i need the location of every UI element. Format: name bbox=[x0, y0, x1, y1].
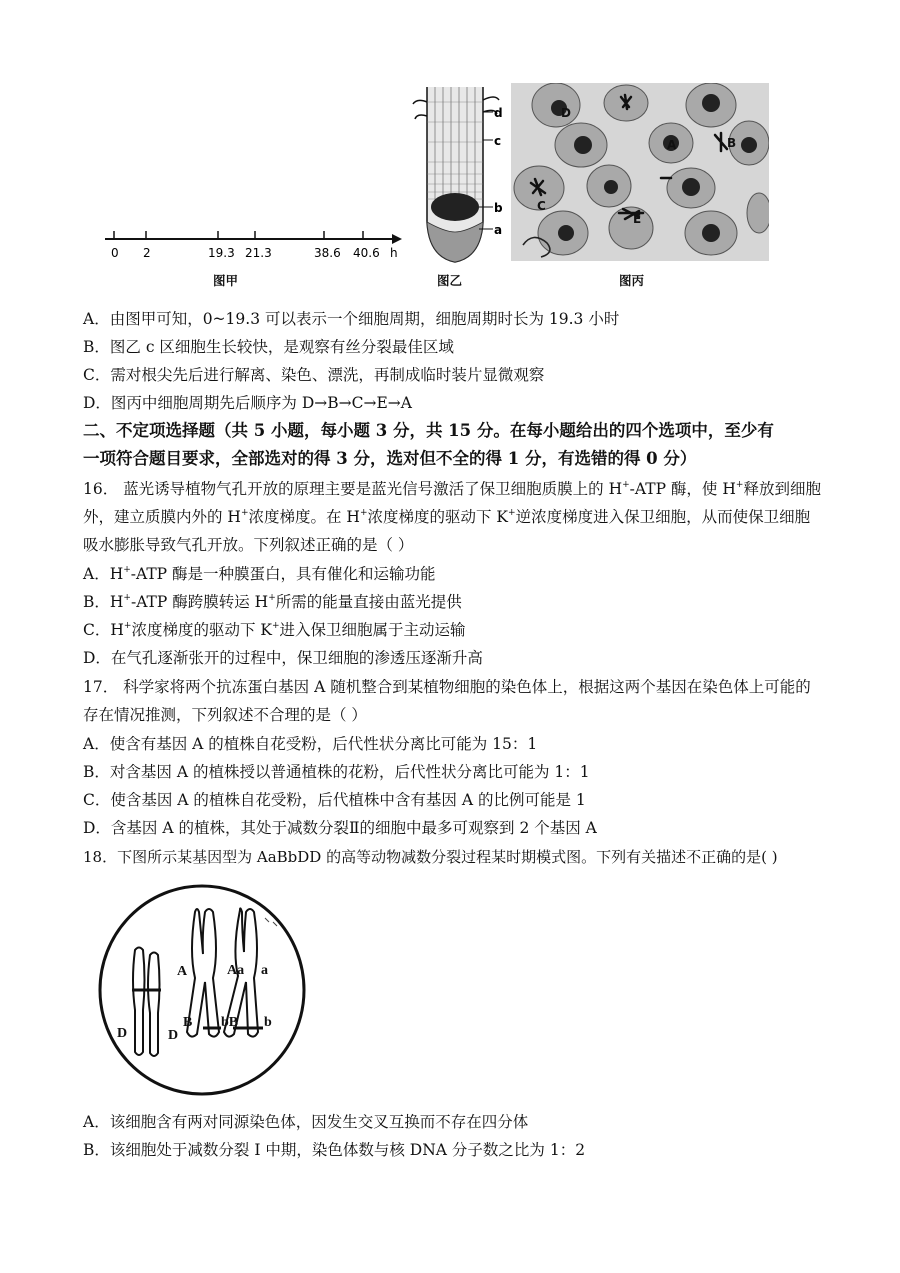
q16-stem-line3: 吸水膨胀导致气孔开放。下列叙述正确的是（ ） bbox=[83, 536, 414, 554]
cell-label: B bbox=[727, 136, 737, 150]
section2-heading-cont: 一项符合题目要求，全部选对的得 3 分，选对但不全的得 1 分，有选错的得 0 分） bbox=[83, 449, 697, 468]
gene-label: b bbox=[264, 1015, 272, 1030]
tick-label: 2 bbox=[143, 246, 151, 260]
gene-label: D bbox=[117, 1026, 128, 1041]
cell-label: A bbox=[667, 138, 677, 152]
gene-label: bB bbox=[221, 1015, 239, 1030]
q15-option-d: D．图丙中细胞周期先后顺序为 D→B→C→E→A bbox=[83, 394, 412, 412]
gene-label: a bbox=[261, 963, 268, 978]
figure-jia-caption: 图甲 bbox=[213, 273, 239, 288]
q17-option-b: B．对含基因 A 的植株授以普通植株的花粉，后代性状分离比可能为 1：1 bbox=[83, 763, 590, 781]
gene-label: A bbox=[177, 964, 188, 979]
gene-label: B bbox=[183, 1015, 193, 1030]
q16-option-c: C．H+浓度梯度的驱动下 K+进入保卫细胞属于主动运输 bbox=[83, 621, 466, 639]
figure-bing-caption: 图丙 bbox=[619, 273, 645, 288]
tick-label: 40.6 bbox=[353, 246, 380, 260]
q17-option-a: A．使含有基因 A 的植株自花受粉，后代性状分离比可能为 15：1 bbox=[83, 735, 538, 753]
figure-yi-root-tip bbox=[405, 82, 515, 267]
q18-stem: 18．下图所示某基因型为 AaBbDD 的高等动物减数分裂过程某时期模式图。下列有关描述不正确的是( ) bbox=[83, 848, 778, 866]
q16-stem-line2: 外，建立质膜内外的 H+浓度梯度。在 H+浓度梯度的驱动下 K+逆浓度梯度进入保卫细胞，从而使保卫细胞 bbox=[83, 508, 811, 526]
q17-stem-line2: 存在情况推测，下列叙述不合理的是（ ） bbox=[83, 706, 367, 724]
zone-label: d bbox=[494, 106, 503, 120]
tick-label: 38.6 bbox=[314, 246, 341, 260]
q15-option-a: A．由图甲可知，0~19.3 可以表示一个细胞周期，细胞周期时长为 19.3 小时 bbox=[83, 310, 620, 328]
zone-label: c bbox=[494, 134, 502, 148]
tick-label: 21.3 bbox=[245, 246, 272, 260]
zone-label: b bbox=[494, 201, 503, 215]
q17-option-c: C．使含基因 A 的植株自花受粉，后代植株中含有基因 A 的比例可能是 1 bbox=[83, 791, 586, 809]
q16-option-d: D．在气孔逐渐张开的过程中，保卫细胞的渗透压逐渐升高 bbox=[83, 649, 483, 667]
q16-option-b: B．H+-ATP 酶跨膜转运 H+所需的能量直接由蓝光提供 bbox=[83, 593, 462, 611]
figure-18-cell-diagram bbox=[95, 880, 310, 1100]
q18-option-b: B．该细胞处于减数分裂 I 中期，染色体数与核 DNA 分子数之比为 1：2 bbox=[83, 1141, 586, 1159]
figure-bing-micrograph bbox=[511, 83, 769, 261]
figure-jia-timeline bbox=[100, 225, 410, 295]
figure-yi-caption: 图乙 bbox=[437, 273, 463, 288]
tick-label: 19.3 bbox=[208, 246, 235, 260]
tick-label: 0 bbox=[111, 246, 119, 260]
gene-label: Aa bbox=[227, 963, 245, 978]
q16-option-a: A．H+-ATP 酶是一种膜蛋白，具有催化和运输功能 bbox=[83, 565, 436, 583]
tick-label: h bbox=[390, 246, 398, 260]
cell-label: D bbox=[561, 106, 571, 120]
q17-stem: 17． 科学家将两个抗冻蛋白基因 A 随机整合到某植物细胞的染色体上，根据这两个基因在染色体上可能的 bbox=[83, 678, 811, 696]
section2-heading: 二、不定项选择题（共 5 小题，每小题 3 分，共 15 分。在每小题给出的四个选项中，至少有 bbox=[83, 421, 774, 440]
q16-stem: 16． 蓝光诱导植物气孔开放的原理主要是蓝光信号激活了保卫细胞质膜上的 H+-ATP 酶，使 H+释放到细胞 bbox=[83, 480, 821, 498]
q15-option-b: B．图乙 c 区细胞生长较快，是观察有丝分裂最佳区域 bbox=[83, 338, 454, 356]
q18-option-a: A．该细胞含有两对同源染色体，因发生交叉互换而不存在四分体 bbox=[83, 1113, 529, 1131]
q15-option-c: C．需对根尖先后进行解离、染色、漂洗，再制成临时装片显微观察 bbox=[83, 366, 545, 384]
gene-label: D bbox=[168, 1028, 179, 1043]
cell-label: E bbox=[633, 212, 642, 226]
q17-option-d: D．含基因 A 的植株，其处于减数分裂Ⅱ的细胞中最多可观察到 2 个基因 A bbox=[83, 819, 597, 837]
zone-label: a bbox=[494, 223, 503, 237]
cell-label: C bbox=[537, 199, 546, 213]
